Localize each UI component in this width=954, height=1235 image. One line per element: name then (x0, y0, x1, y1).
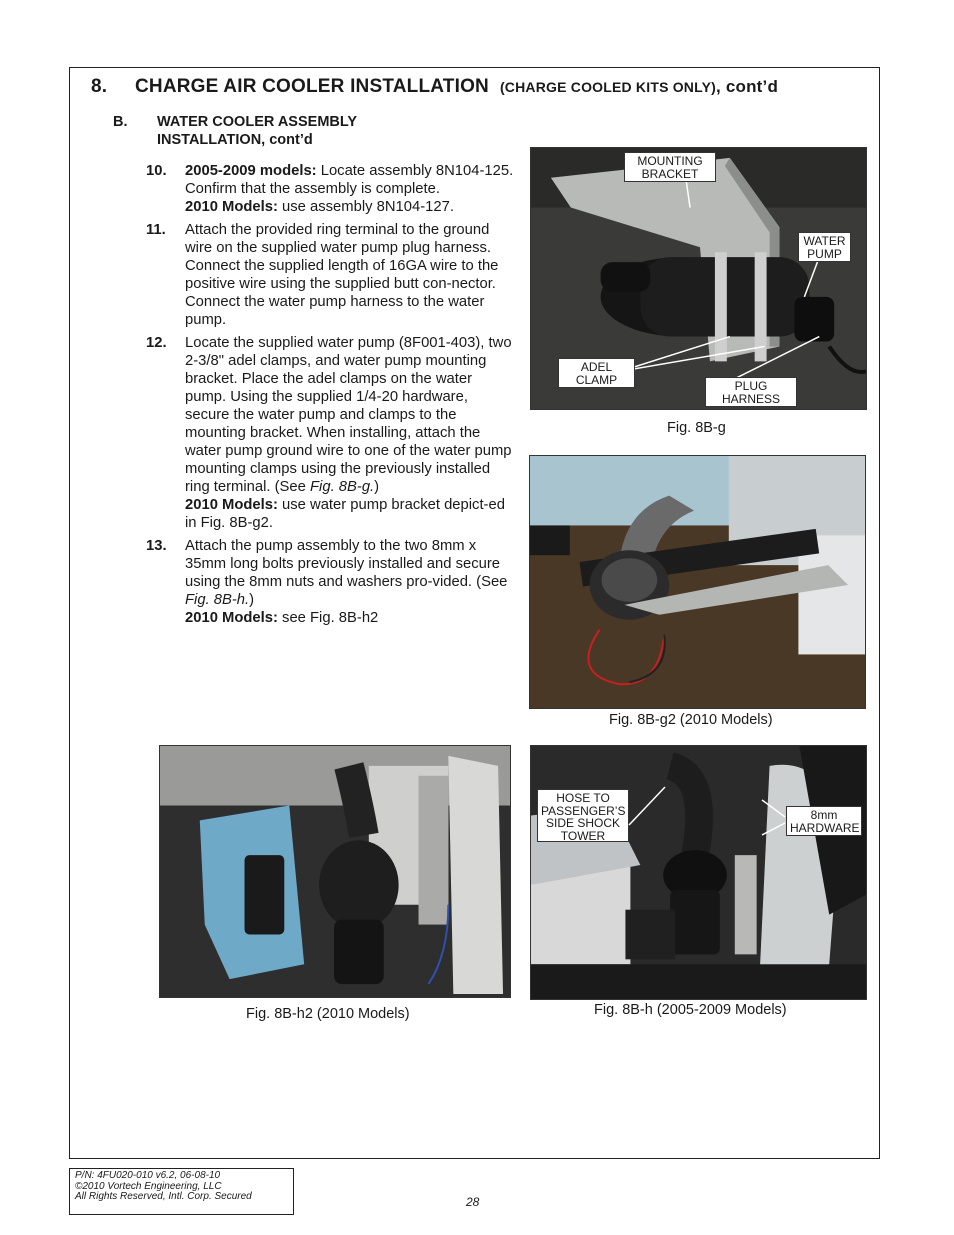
step-11 (146, 221, 516, 329)
callout-text: TOWER (560, 828, 606, 843)
caption-fig-8b-h2: Fig. 8B-h2 (2010 Models) (246, 1006, 410, 1022)
step-text: Attach the provided ring terminal to the ground wire on the supplied water pump plug harness. Connect the supplied length of 16GA wire to the positive wire using the supplied butt con-nector. Connect the water pump harness to the water pump. (185, 222, 499, 328)
subsection-letter: B. (113, 114, 128, 130)
step-bold: 2010 Models: (185, 497, 278, 513)
footer-copyright-line: ©2010 Vortech Engineering, LLC (75, 1180, 222, 1192)
callout-mounting-bracket (624, 152, 716, 182)
callout-text: 8mm (810, 808, 838, 822)
callout-text: PLUG (734, 379, 768, 393)
step-number: 10. (146, 163, 167, 179)
caption-fig-8b-h: Fig. 8B-h (2005-2009 Models) (594, 1002, 787, 1018)
step-bold: 2005-2009 models: (185, 163, 317, 179)
instruction-steps (146, 162, 516, 632)
callout-text: CLAMP (575, 372, 618, 387)
step-number: 13. (146, 538, 167, 554)
step-text: Attach the pump assembly to the two 8mm x 35mm long bolts previously installed and secure using the 8mm nuts and washers pro-vided. (See (185, 538, 508, 590)
step-number: 12. (146, 335, 167, 351)
page-number: 28 (466, 1195, 480, 1209)
callout-arrows-fig-8b-h (530, 745, 867, 1000)
step-text: Locate the supplied water pump (8F001-403), two 2-3/8" adel clamps, and water pump mounting bracket. Place the adel clamps on the water pump. Using the supplied 1/4-20 hardware, secure the water pump and clamps to the mounting bracket. When installing, attach the water pump ground wire to one of the water pump mounting clamps using the previously installed ring terminal. (See (185, 335, 512, 495)
caption-fig-8b-g2: Fig. 8B-g2 (2010 Models) (609, 712, 773, 728)
photo-fig-8b-g2 (529, 455, 866, 709)
step-text: ) (374, 479, 380, 495)
step-fig-ref: Fig. 8B-h. (185, 592, 250, 608)
caption-fig-8b-g: Fig. 8B-g (667, 420, 726, 436)
callout-water-pump (798, 232, 851, 262)
step-13 (146, 537, 516, 627)
step-text: use water pump bracket depict-ed in Fig. 8B-g2. (185, 497, 505, 531)
step-text: see Fig. 8B-h2 (277, 610, 379, 626)
step-number: 11. (146, 222, 166, 238)
callout-text: WATER (803, 234, 846, 248)
callout-text: HARDWARE (790, 820, 860, 835)
footer-part-number: P/N: 4FU020-010 v6.2, 06-08-10 (75, 1170, 221, 1181)
section-title (91, 76, 778, 98)
step-bold: 2010 Models: (185, 610, 278, 626)
section-contd: , cont’d (715, 77, 779, 96)
callout-plug-harness (705, 377, 797, 407)
section-subtitle: (CHARGE COOLED KITS ONLY) (499, 79, 716, 95)
footer-copyright (69, 1168, 294, 1215)
callout-adel-clamp (558, 358, 635, 388)
section-number: 8. (91, 76, 108, 97)
step-12 (146, 334, 516, 532)
footer-rights-line: All Rights Reserved, Intl. Corp. Secured (75, 1191, 252, 1202)
callout-text: SIDE SHOCK (545, 816, 620, 830)
callout-text: HOSE TO (556, 791, 610, 805)
callout-text: ADEL (580, 360, 613, 374)
step-text: use assembly 8N104-127. (277, 199, 454, 215)
callout-text: PASSENGER’S (541, 803, 626, 818)
step-text: ) (249, 592, 255, 608)
section-title-text: CHARGE AIR COOLER INSTALLATION (135, 76, 489, 97)
callout-text: PUMP (807, 246, 842, 261)
step-fig-ref: Fig. 8B-g. (310, 479, 375, 495)
callout-text: HARNESS (721, 391, 780, 406)
step-10 (146, 162, 516, 216)
photo-fig-8b-h2 (159, 745, 511, 998)
step-bold: 2010 Models: (185, 199, 278, 215)
callout-text: BRACKET (641, 166, 699, 181)
subsection-line1: WATER COOLER ASSEMBLY (157, 114, 358, 130)
subsection-line2: INSTALLATION, cont’d (157, 132, 313, 148)
callout-text: MOUNTING (637, 154, 703, 168)
step-text: Locate assembly 8N104-125. Confirm that the assembly is complete. (185, 163, 514, 197)
